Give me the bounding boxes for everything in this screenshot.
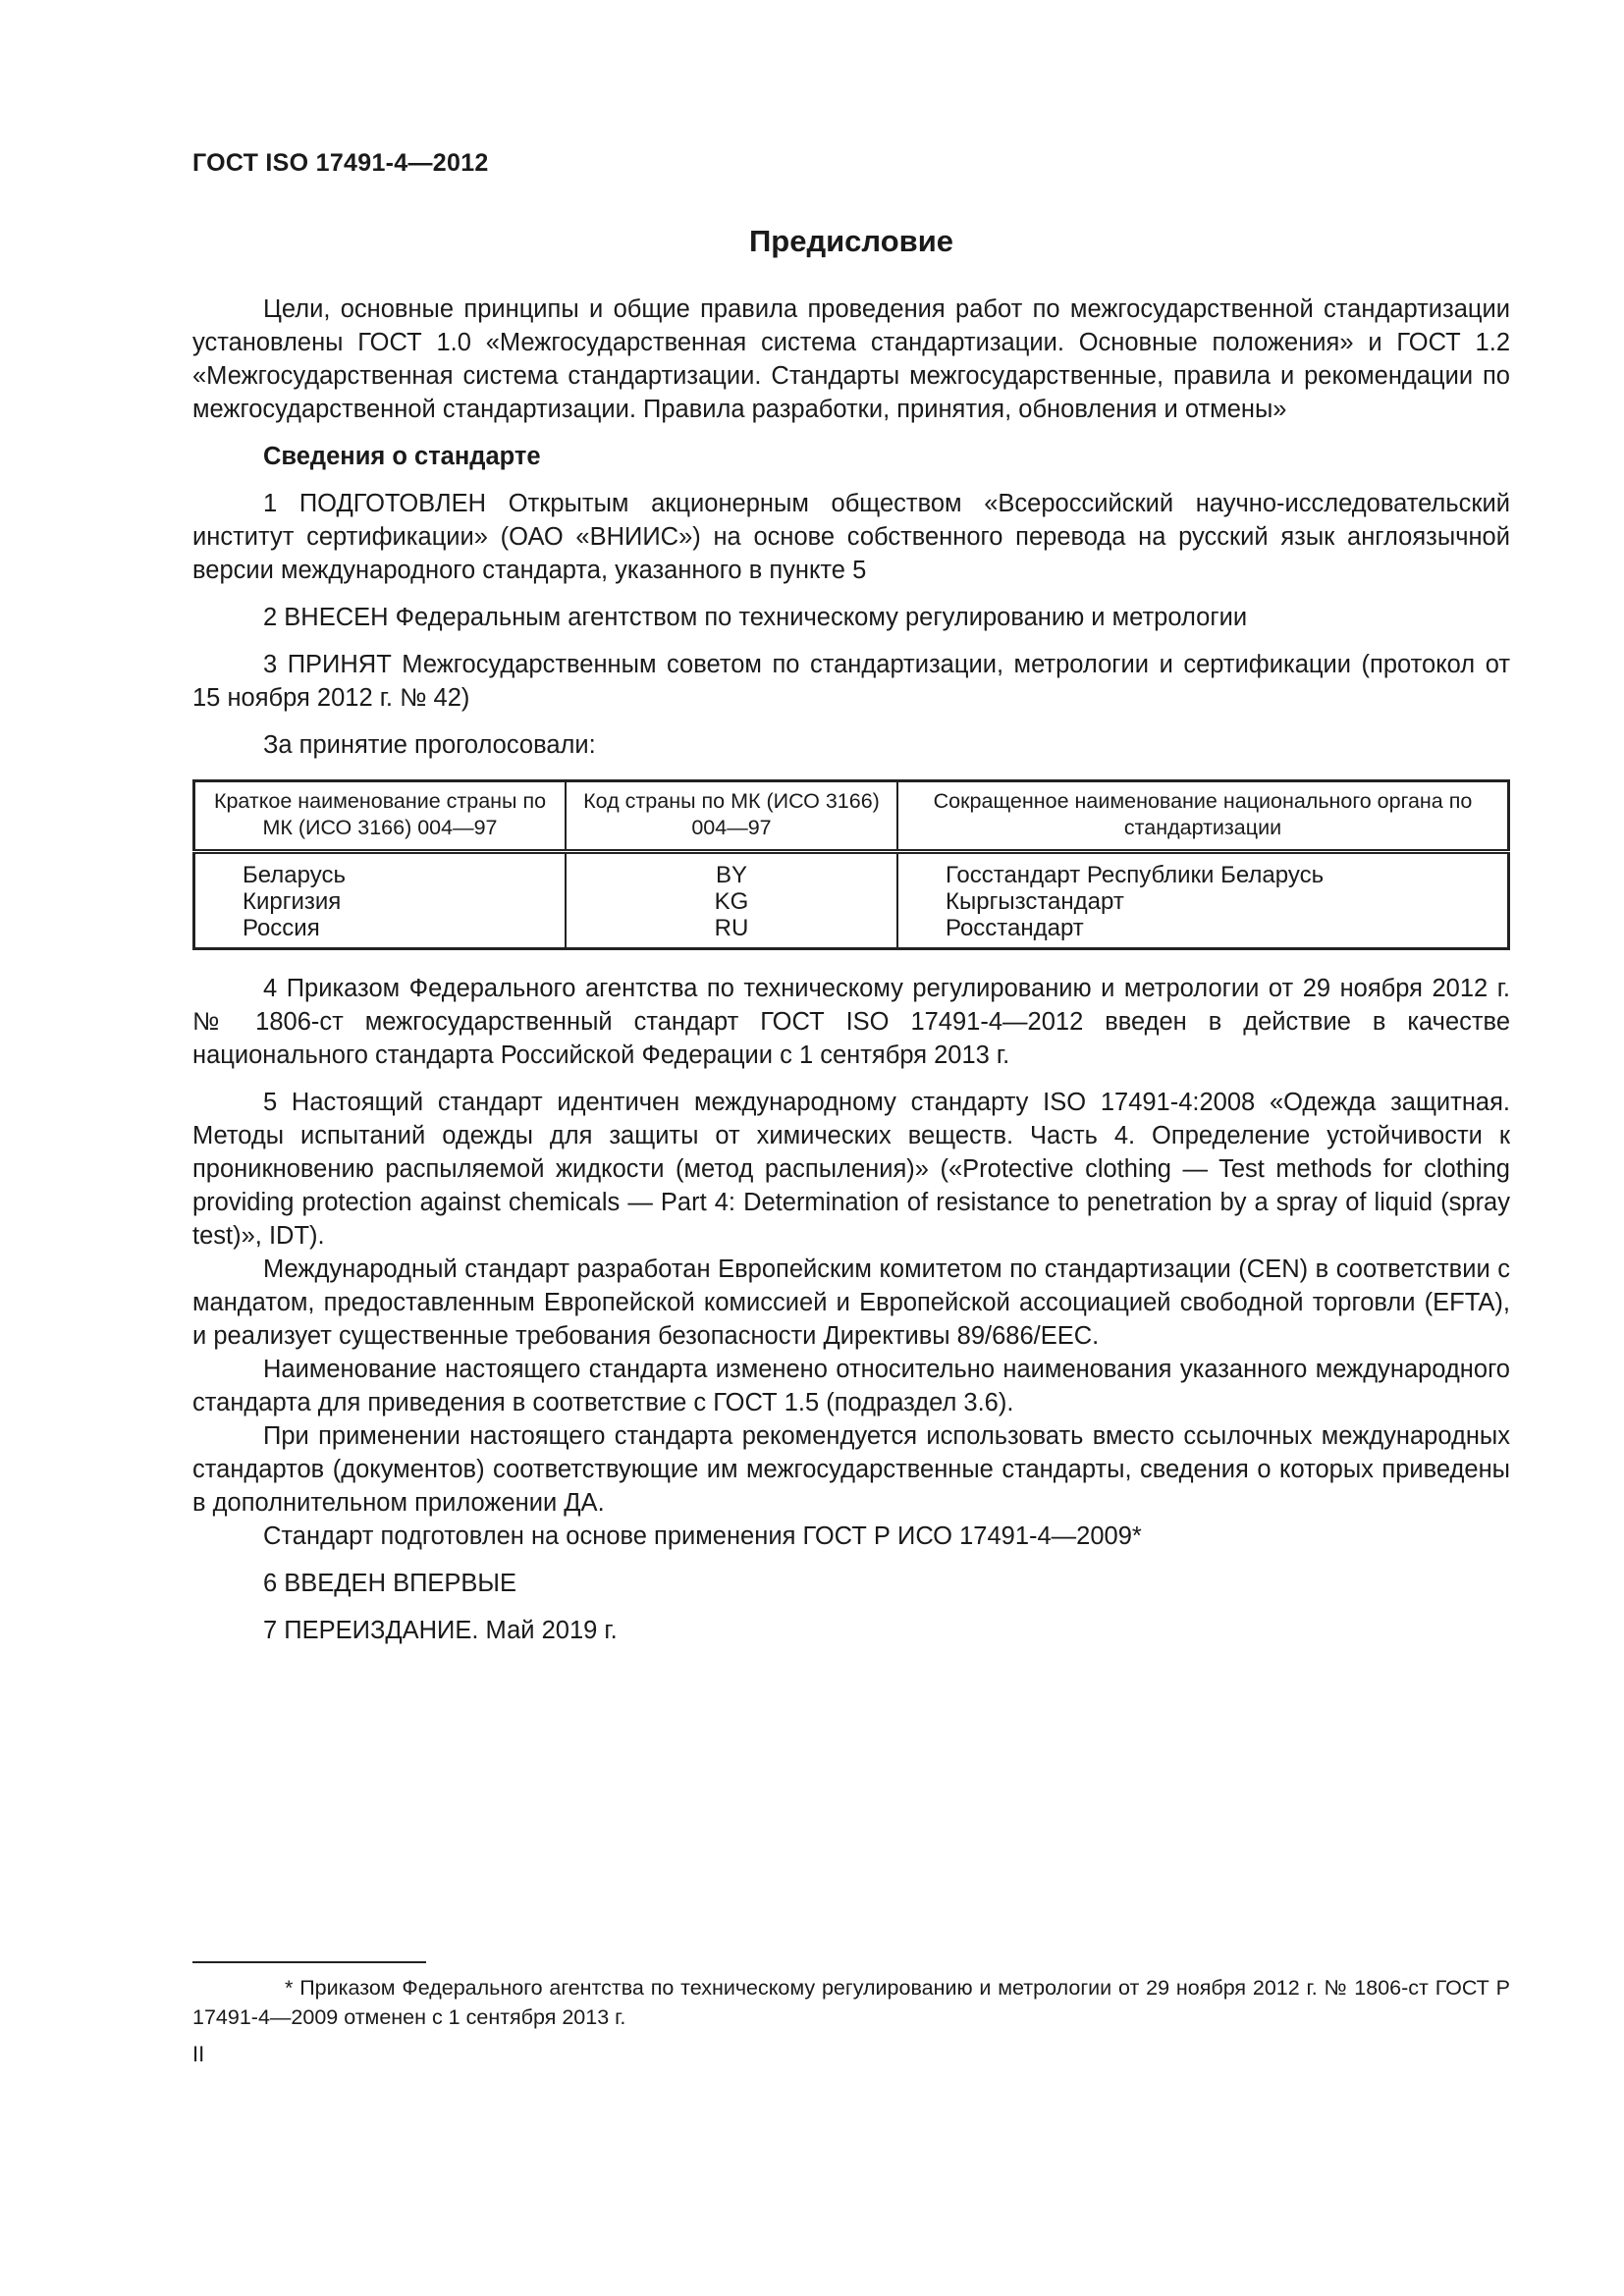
- document-code-header: ГОСТ ISO 17491-4—2012: [192, 149, 489, 177]
- country-name: Киргизия: [243, 888, 342, 915]
- item-5-references-paragraph: При применении настоящего стандарта рекомендуется использовать вместо ссылочных международных стандартов (документов) соответствующие им межгосударственные стандарты, сведения о которых приведены в дополнительном приложении ДА.: [192, 1422, 1510, 1517]
- column-header-national-body: Сокращенное наименование национального органа по стандартизации: [897, 781, 1509, 852]
- item-4-order: 4 Приказом Федерального агентства по техническому регулированию и метрологии от 29 ноября 2012 г. № 1806-ст межгосударственный стандарт ГОСТ ISO 17491-4—2012 введен в действие в качестве национального стандарта Российской Федерации с 1 сентября 2013 г.: [192, 975, 1510, 1069]
- national-bodies-cell: [897, 852, 1509, 949]
- country-code: BY: [715, 862, 747, 888]
- country-code: KG: [714, 888, 749, 915]
- table-header-row: [194, 781, 1509, 852]
- item-5-basis-paragraph: Стандарт подготовлен на основе применения ГОСТ Р ИСО 17491-4—2009*: [263, 1522, 1142, 1550]
- item-6-introduced: 6 ВВЕДЕН ВПЕРВЫЕ: [263, 1570, 517, 1597]
- vote-intro: За принятие проголосовали:: [263, 731, 596, 759]
- document-body: [192, 293, 1510, 1647]
- page-number: II: [192, 2042, 205, 2066]
- national-body: Росстандарт: [946, 915, 1084, 941]
- item-2-submitted: 2 ВНЕСЕН Федеральным агентством по техническому регулированию и метрологии: [263, 604, 1248, 631]
- country-codes-cell: [566, 852, 897, 949]
- country-name: Беларусь: [243, 862, 346, 888]
- voting-countries-table: [192, 779, 1510, 950]
- table-row: [194, 852, 1509, 949]
- footnote: * Приказом Федерального агентства по техническому регулированию и метрологии от 29 ноября 2012 г. № 1806-ст ГОСТ Р 17491-4—2009 отменен с 1 сентября 2013 г.: [192, 1976, 1510, 2029]
- country-names-cell: [194, 852, 567, 949]
- item-5-name-change-paragraph: Наименование настоящего стандарта изменено относительно наименования указанного международного стандарта для приведения в соответствие с ГОСТ 1.5 (подраздел 3.6).: [192, 1356, 1510, 1416]
- column-header-country: Краткое наименование страны по МК (ИСО 3166) 004—97: [194, 781, 567, 852]
- item-5-identical: 5 Настоящий стандарт идентичен международному стандарту ISO 17491-4:2008 «Одежда защитная. Методы испытаний одежды для защиты от химических веществ. Часть 4. Определение устойчивости к проникновению распыляемой жидкости (метод распыления)» («Protective clothing — Test methods for clothing providing protection against chemicals — Part 4: Determination of resistance to penetration by a spray of liquid (spray test)», IDT).: [192, 1089, 1510, 1250]
- national-body: Кыргызстандарт: [946, 888, 1124, 915]
- page-title: Предисловие: [748, 224, 953, 258]
- document-page: [192, 0, 1510, 2296]
- intro-paragraph: Цели, основные принципы и общие правила проведения работ по межгосударственной стандартизации установлены ГОСТ 1.0 «Межгосударственная система стандартизации. Основные положения» и ГОСТ 1.2 «Межгосударственная система стандартизации. Стандарты межгосударственные, правила и рекомендации по межгосударственной стандартизации. Правила разработки, принятия, обновления и отмены»: [192, 295, 1510, 423]
- column-header-code: Код страны по МК (ИСО 3166) 004—97: [566, 781, 897, 852]
- footnote-divider: [192, 1961, 426, 1963]
- national-body: Госстандарт Республики Беларусь: [946, 862, 1325, 888]
- section-heading: Сведения о стандарте: [263, 443, 541, 470]
- item-5-cen-paragraph: Международный стандарт разработан Европейским комитетом по стандартизации (CEN) в соответствии с мандатом, предоставленным Европейской комиссией и Европейской ассоциацией свободной торговли (EFTA), и реализует существенные требования безопасности Директивы 89/686/EEC.: [192, 1255, 1510, 1350]
- item-3-adopted: 3 ПРИНЯТ Межгосударственным советом по стандартизации, метрологии и сертификации (протокол от 15 ноября 2012 г. № 42): [192, 651, 1510, 712]
- country-name: Россия: [243, 915, 320, 941]
- country-code: RU: [714, 915, 749, 941]
- item-1-prepared: 1 ПОДГОТОВЛЕН Открытым акционерным обществом «Всероссийский научно-исследовательский институт сертификации» (ОАО «ВНИИС») на основе собственного перевода на русский язык англоязычной версии международного стандарта, указанного в пункте 5: [192, 490, 1510, 584]
- item-7-reissue: 7 ПЕРЕИЗДАНИЕ. Май 2019 г.: [263, 1617, 618, 1644]
